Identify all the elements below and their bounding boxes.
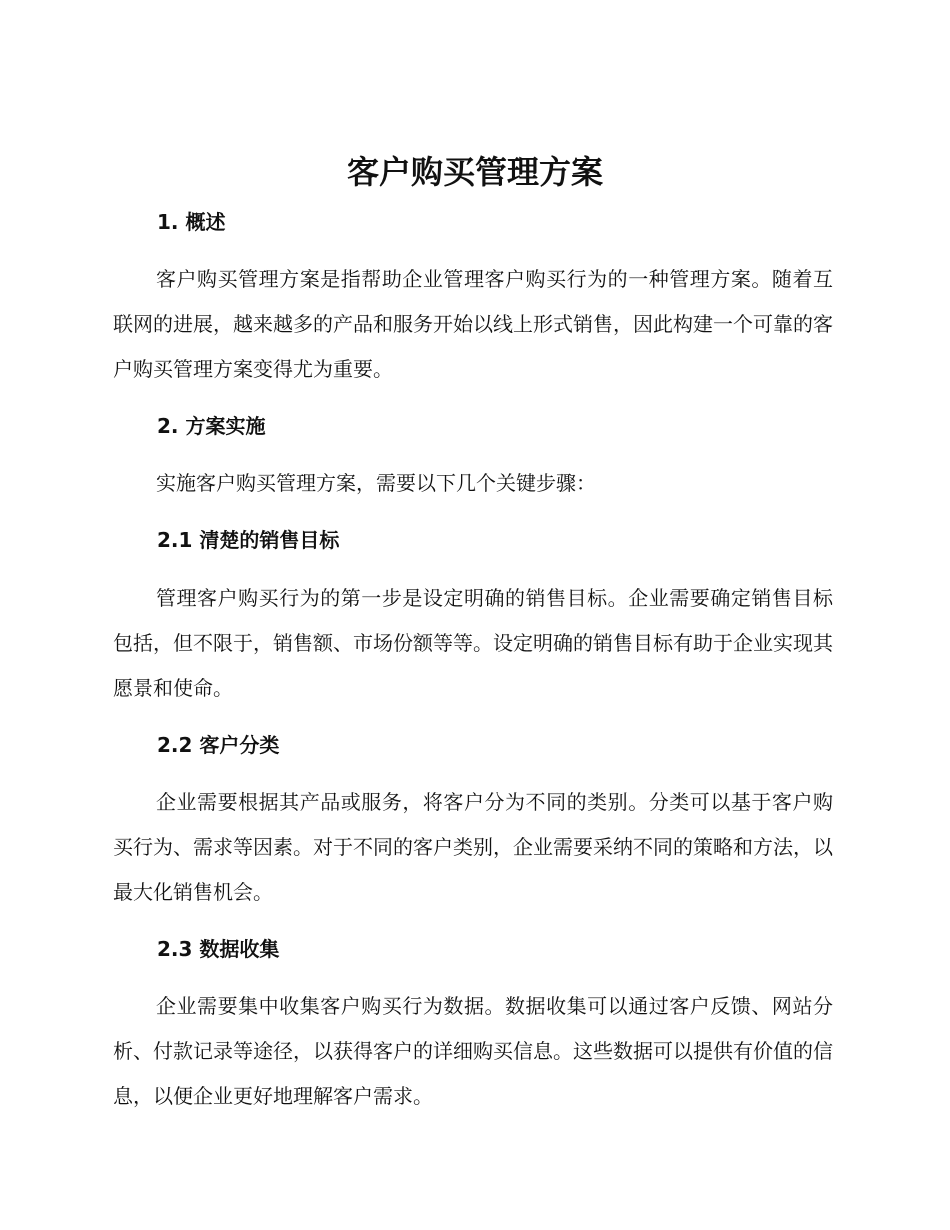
section-heading-implementation: 2. 方案实施 <box>157 414 266 438</box>
document-title: 客户购买管理方案 <box>346 153 603 191</box>
section-paragraph-data-collection: 企业需要集中收集客户购买行为数据。数据收集可以通过客户反馈、网站分析、付款记录等途径，以获得客户的详细购买信息。这些数据可以提供有价值的信息，以便企业更好地理解客户需求。 <box>113 994 833 1108</box>
section-paragraph-implementation: 实施客户购买管理方案，需要以下几个关键步骤： <box>156 471 596 495</box>
section-heading-data-collection: 2.3 数据收集 <box>157 937 280 961</box>
section-heading-sales-goals: 2.1 清楚的销售目标 <box>157 528 340 552</box>
section-paragraph-overview: 客户购买管理方案是指帮助企业管理客户购买行为的一种管理方案。随着互联网的进展，越来越多的产品和服务开始以线上形式销售，因此构建一个可靠的客户购买管理方案变得尤为重要。 <box>113 267 833 381</box>
section-heading-overview: 1. 概述 <box>157 210 226 234</box>
section-paragraph-customer-classification: 企业需要根据其产品或服务，将客户分为不同的类别。分类可以基于客户购买行为、需求等因素。对于不同的客户类别，企业需要采纳不同的策略和方法，以最大化销售机会。 <box>113 790 833 904</box>
section-paragraph-sales-goals: 管理客户购买行为的第一步是设定明确的销售目标。企业需要确定销售目标包括，但不限于，销售额、市场份额等等。设定明确的销售目标有助于企业实现其愿景和使命。 <box>113 586 833 700</box>
section-heading-customer-classification: 2.2 客户分类 <box>157 733 280 757</box>
